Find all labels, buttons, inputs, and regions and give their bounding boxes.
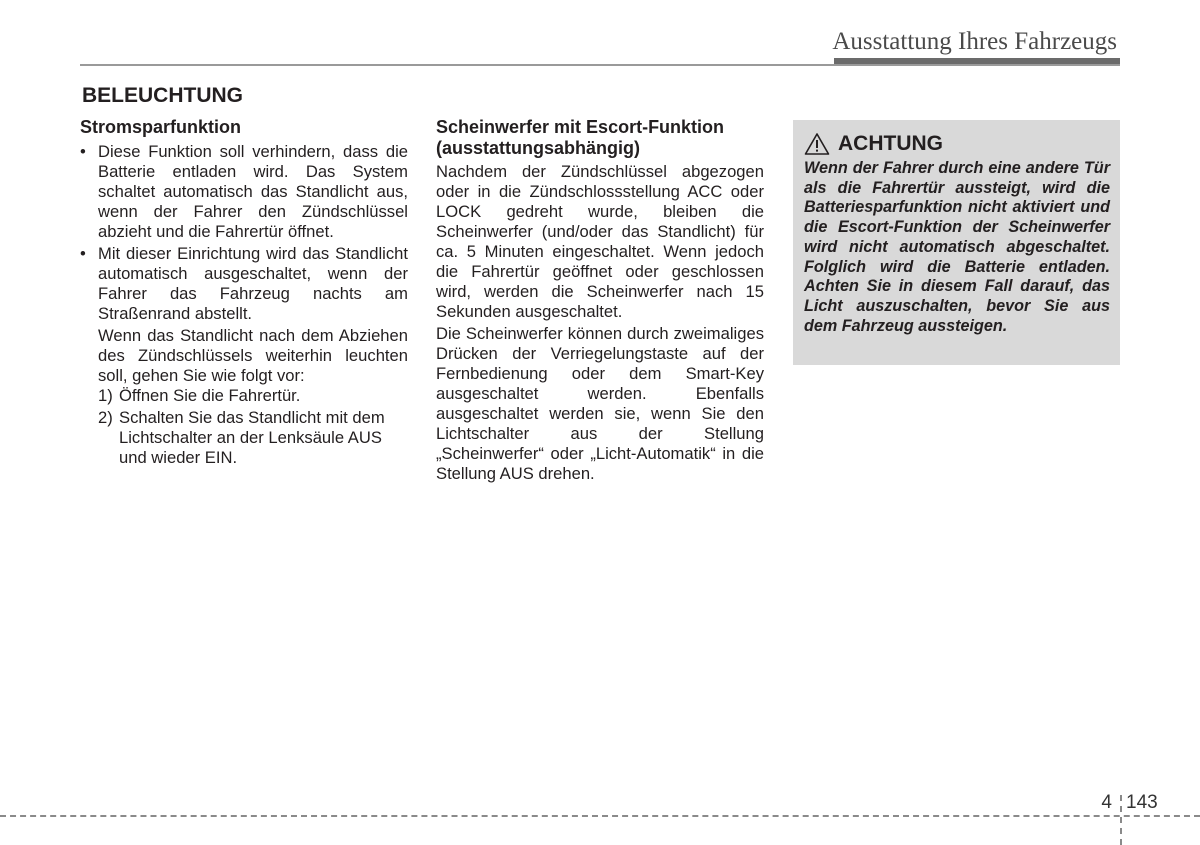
step-text: Schalten Sie das Standlicht mit dem Lichtschalter an der Lenksäule AUS und wieder EIN. xyxy=(119,408,385,467)
bullet-text: Mit dieser Einrichtung wird das Standlicht automatisch ausgeschaltet, wenn der Fahrer das Fahrzeug nachts am Straßenrand abstellt. xyxy=(98,244,408,323)
escort-paragraph-2: Die Scheinwerfer können durch zweimaliges Drücken der Verriegelungstaste auf der Fernbedienung oder dem Smart-Key ausgeschaltet werden. Ebenfalls ausgeschaltet werden sie, wenn Sie den Lichtschalter aus der Stellung „Scheinwerfer“ oder „Licht-Automatik“ in die Stellung AUS drehen. xyxy=(436,324,764,483)
stromspar-paragraph: Wenn das Standlicht nach dem Abziehen des Zündschlüssels weiterhin leuchten soll, gehen Sie wie folgt vor: xyxy=(98,326,408,385)
column-stromsparfunktion xyxy=(80,117,408,468)
step-number: 2) xyxy=(98,408,113,427)
list-item xyxy=(80,244,408,324)
step-item xyxy=(80,386,408,406)
page-number: 143 xyxy=(1126,792,1158,813)
escort-paragraph-1: Nachdem der Zündschlüssel abgezogen oder in die Zündschlossstellung ACC oder LOCK gedreht wurde, bleiben die Scheinwerfer (und/oder das Standlicht) für ca. 5 Minuten eingeschaltet. Wenn jedoch die Fahrertür geöffnet oder geschlossen wird, werden die Scheinwerfer nach 15 Sekunden ausgeschaltet. xyxy=(436,162,764,321)
bullet-text: Diese Funktion soll verhindern, dass die Batterie entladen wird. Das System schaltet automatisch das Standlicht aus, wenn der Fahrer den Zündschlüssel abzieht und die Fahrertür öffnet. xyxy=(98,142,408,241)
header-rule xyxy=(80,64,1120,66)
running-header: Ausstattung Ihres Fahrzeugs xyxy=(832,28,1117,55)
list-item xyxy=(80,142,408,242)
warning-text: Wenn der Fahrer durch eine andere Tür als die Fahrertür aussteigt, wird die Batteriesparfunktion nicht aktiviert und die Escort-Funktion der Scheinwerfer wird nicht automatisch abgeschaltet. Folglich wird die Batterie entladen. Achten Sie in diesem Fall darauf, das Licht auszuschalten, bevor Sie aus dem Fahrzeug aussteigen. xyxy=(804,159,1110,335)
footer-divider xyxy=(1120,795,1122,845)
stromspar-heading: Stromsparfunktion xyxy=(80,117,242,137)
column-escort xyxy=(436,117,764,484)
bullet-marker: • xyxy=(80,142,86,161)
warning-triangle-icon xyxy=(804,132,830,156)
step-text: Öffnen Sie die Fahrertür. xyxy=(119,386,301,405)
escort-heading: Scheinwerfer mit Escort-Funktion (ausstattungsabhängig) xyxy=(436,117,725,158)
bullet-marker: • xyxy=(80,244,86,263)
chapter-number: 4 xyxy=(1101,792,1112,813)
section-title: BELEUCHTUNG xyxy=(82,84,243,107)
warning-box xyxy=(793,120,1120,365)
warning-header xyxy=(804,130,1110,158)
warning-label: ACHTUNG xyxy=(838,132,943,155)
step-number: 1) xyxy=(98,386,113,405)
step-item xyxy=(80,408,408,468)
footer-rule xyxy=(0,815,1200,817)
